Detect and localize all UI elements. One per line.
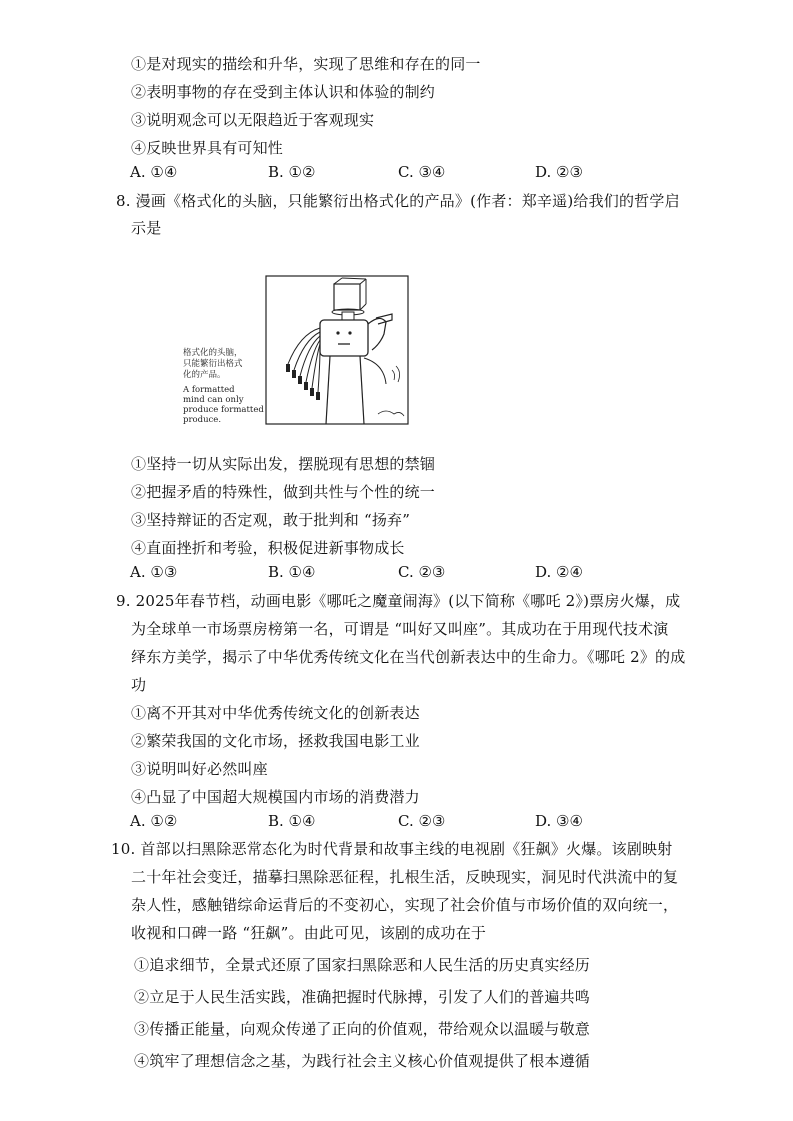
q9-stem-line-3: 绎东方美学，揭示了中华优秀传统文化在当代创新表达中的生命力。《哪吒 2》的成 [131, 648, 686, 666]
q7-options [130, 162, 730, 182]
q9-stem-line-4: 功 [131, 676, 147, 694]
q9-option-c: C. ②③ [398, 812, 446, 830]
q7-option-a: A. ①④ [130, 163, 178, 181]
cartoon-caption-cn-2: 只能繁衍出格式 [183, 359, 243, 369]
q10-stem-line-4: 收视和口碑一路 “狂飙”。由此可见，该剧的成功在于 [131, 924, 487, 942]
q10-item-1: ①追求细节，全景式还原了国家扫黑除恶和人民生活的历史真实经历 [134, 956, 591, 974]
cartoon-caption-cn-3: 化的产品。 [183, 370, 226, 380]
q10-stem-line-1: 10. 首部以扫黑除恶常态化为时代背景和故事主线的电视剧《狂飙》火爆。该剧映射 [111, 840, 673, 858]
q8-item-1: ①坚持一切从实际出发，摆脱现有思想的禁锢 [131, 455, 436, 473]
q9-options [130, 811, 730, 831]
q9-item-2: ②繁荣我国的文化市场，拯救我国电影工业 [131, 732, 420, 750]
q7-item-2: ②表明事物的存在受到主体认识和体验的制约 [131, 83, 436, 101]
q8-item-4: ④直面挫折和考验，积极促进新事物成长 [131, 539, 405, 557]
q9-item-1: ①离不开其对中华优秀传统文化的创新表达 [131, 704, 420, 722]
q10-item-4: ④筑牢了理想信念之基，为践行社会主义核心价值观提供了根本遵循 [134, 1052, 591, 1070]
q9-item-3: ③说明叫好必然叫座 [131, 760, 268, 778]
q8-stem-line-2: 示是 [131, 219, 162, 237]
q10-stem-line-3: 杂人性，感触错综命运背后的不变初心，实现了社会价值与市场价值的双向统一， [131, 896, 679, 914]
q8-option-c: C. ②③ [398, 563, 446, 581]
q8-item-2: ②把握矛盾的特殊性，做到共性与个性的统一 [131, 483, 436, 501]
q7-item-4: ④反映世界具有可知性 [131, 139, 284, 157]
cartoon-caption-en-4: produce. [183, 415, 222, 425]
cartoon-caption-en-1: A formatted [183, 385, 235, 395]
q7-option-d: D. ②③ [535, 163, 583, 181]
q9-option-b: B. ①④ [268, 812, 316, 830]
q10-stem-line-2: 二十年社会变迁，描摹扫黑除恶征程，扎根生活，反映现实，洞见时代洪流中的复 [131, 868, 679, 886]
q8-options [130, 562, 730, 582]
q7-option-b: B. ①② [268, 163, 316, 181]
q8-stem-line-1: 8. 漫画《格式化的头脑，只能繁衍出格式化的产品》(作者：郑辛遥)给我们的哲学启 [116, 192, 680, 210]
cartoon-caption-en-2: mind can only [183, 395, 244, 405]
q9-stem-line-1: 9. 2025年春节档，动画电影《哪吒之魔童闹海》(以下简称《哪吒 2》)票房火爆，成 [116, 592, 681, 610]
q8-option-b: B. ①④ [268, 563, 316, 581]
q8-option-d: D. ②④ [535, 563, 583, 581]
q9-stem-line-2: 为全球单一市场票房榜第一名，可谓是 “叫好又叫座”。其成功在于用现代技术演 [131, 620, 669, 638]
q10-item-2: ②立足于人民生活实践，准确把握时代脉搏，引发了人们的普遍共鸣 [134, 988, 591, 1006]
q8-option-a: A. ①③ [130, 563, 178, 581]
cartoon-caption-cn-1: 格式化的头脑， [183, 348, 243, 358]
q9-option-a: A. ①② [130, 812, 178, 830]
q9-item-4: ④凸显了中国超大规模国内市场的消费潜力 [131, 788, 420, 806]
q7-item-1: ①是对现实的描绘和升华，实现了思维和存在的同一 [131, 55, 481, 73]
q7-option-c: C. ③④ [398, 163, 446, 181]
cartoon-caption-en-3: produce formatted [183, 405, 264, 415]
q7-item-3: ③说明观念可以无限趋近于客观现实 [131, 111, 375, 129]
cartoon-image [180, 274, 412, 434]
q8-item-3: ③坚持辩证的否定观，敢于批判和 “扬弃” [131, 511, 411, 529]
q9-option-d: D. ③④ [535, 812, 583, 830]
q10-item-3: ③传播正能量，向观众传递了正向的价值观，带给观众以温暖与敬意 [134, 1020, 591, 1038]
